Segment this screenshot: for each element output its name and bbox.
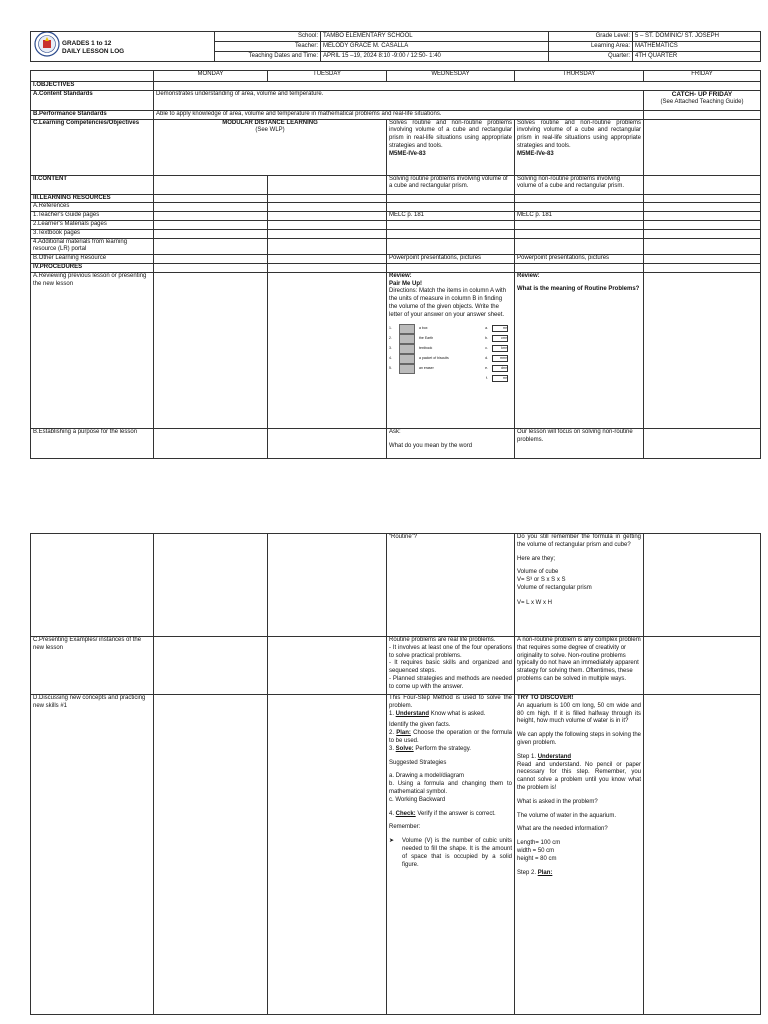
header-left-box bbox=[30, 31, 215, 62]
step-solve-text: Perform the strategy. bbox=[415, 745, 471, 752]
matching-number: 1. bbox=[389, 326, 392, 331]
thu-review-question: What is the meaning of Routine Problems? bbox=[517, 285, 640, 292]
wed-present-3: - Planned strategies and methods are needed to come up with the answer. bbox=[389, 675, 512, 690]
thu-competency-text: Solves routine and non-routine problems involving volume of a cube and rectangular prism in real-life situations using appropriate strategies and tools. bbox=[517, 119, 641, 149]
modular-cell bbox=[154, 119, 387, 175]
lesson-table-2 bbox=[30, 533, 761, 1015]
day-friday: FRIDAY bbox=[644, 71, 761, 82]
teacher-value: MELODY GRACE M. CASALLA bbox=[321, 42, 549, 52]
matching-row bbox=[389, 354, 512, 364]
grade-level-value: 5 – ST. DOMINIC/ ST. JOSEPH bbox=[633, 32, 761, 42]
thu-purpose: Our lesson will focus on solving non-routine problems. bbox=[515, 428, 644, 458]
ask-question: What do you mean by the word bbox=[389, 442, 473, 449]
step1-understand: Understand bbox=[537, 753, 572, 760]
thu-discuss-cell bbox=[515, 695, 644, 1015]
reviewing-label: A.Reviewing previous lesson or presenting the new lesson bbox=[31, 272, 154, 428]
object-picture-icon bbox=[399, 354, 415, 364]
day-thursday: THURSDAY bbox=[515, 71, 644, 82]
strategy-c: c. Working Backward bbox=[389, 796, 446, 803]
object-picture-icon bbox=[399, 364, 415, 374]
other-thu: Powerpoint presentations, pictures bbox=[515, 255, 644, 264]
ask-label: Ask: bbox=[389, 428, 401, 435]
matching-item: a packet of biscuits bbox=[419, 356, 449, 361]
step-plan-text: Choose the operation or the formula to be used. bbox=[389, 730, 513, 744]
routine-question: “Routine”? bbox=[387, 534, 515, 637]
height: height = 80 cm bbox=[517, 855, 557, 862]
performance-standards-text: Able to apply knowledge of area, volume and temperature in mathematical problems and real-life situations. bbox=[154, 110, 644, 119]
other-label: B.Other Learning Resource bbox=[31, 255, 154, 264]
object-picture-icon bbox=[399, 324, 415, 334]
wed-content: Solving routine problems involving volume of a cube and rectangular prism. bbox=[387, 175, 515, 194]
thu-code: M5ME-IVe-83 bbox=[517, 150, 554, 157]
here-are-they: Here are they; bbox=[517, 555, 556, 562]
wed-present-2: - It requires basic skills and organized and sequenced steps. bbox=[389, 660, 512, 675]
friday-cell bbox=[644, 90, 761, 110]
other-wed: Powerpoint presentations, pictures bbox=[387, 255, 515, 264]
asked-question: What is asked in the problem? bbox=[517, 798, 598, 805]
melc-thu: MELC p. 181 bbox=[515, 212, 644, 221]
procedures-heading: IV.PROCEDURES bbox=[31, 263, 154, 272]
try-to-discover: TRY TO DISCOVER! bbox=[517, 695, 574, 701]
step1-text: Read and understand. No pencil or paper necessary for this step. Remember, you cannot solve a problem until you know what the problem is! bbox=[517, 761, 641, 791]
header-table bbox=[214, 31, 761, 62]
step-check-text: Verify if the answer is correct. bbox=[417, 810, 496, 817]
pair-directions: Directions: Match the items in column A with the units of measure in column B in finding the volume of the given objects. Write the letter of your answer on your answer sheet. bbox=[389, 288, 507, 318]
step-solve: Solve: bbox=[395, 745, 414, 752]
quarter-label: Quarter: bbox=[549, 52, 633, 62]
strategy-a: a. Drawing a model/diagram bbox=[389, 773, 465, 780]
dates-value: APRIL 15 –19, 2024 8:10 -9:00 / 12:50- 1:40 bbox=[321, 52, 549, 62]
step-plan: Plan: bbox=[396, 730, 411, 737]
content-heading: II.CONTENT bbox=[31, 175, 154, 194]
arrow-bullet-icon: ➤ bbox=[389, 838, 395, 845]
unit-box: km³ bbox=[492, 345, 508, 352]
day-monday: MONDAY bbox=[154, 71, 268, 82]
matching-row bbox=[389, 364, 512, 374]
matching-number: 5. bbox=[389, 366, 392, 371]
four-step: This Four-Step Method is used to solve the problem. bbox=[389, 695, 512, 709]
additional-label: 4.Additional materials from learning resource (LR) portal bbox=[31, 238, 154, 255]
grades-label: GRADES 1 to 12 bbox=[62, 40, 112, 47]
wed-discuss-cell: This Four-Step Method is used to solve the problem. 1. Understand Know what is asked. Identify the given facts. 2. Plan: Choose the operation or the formula to be used. 3. Solve: Perform the strategy. Suggested Strategies a. Drawing a model/diagram b. Using a formula and changing them to mathematical symbol. c. Working Backward 4. Check: Verify if the answer is correct. Remember: ➤ Volume (V) is the number of cubic units needed to fill the shape. It is the amount of space that is occupied by a solid figure. bbox=[387, 695, 515, 1015]
matching-row bbox=[389, 324, 512, 334]
lesson-table-1 bbox=[30, 70, 761, 459]
strategy-b: b. Using a formula and changing them to mathematical symbol. bbox=[389, 781, 512, 795]
step1-label: Step 1. bbox=[517, 753, 537, 760]
quarter-value: 4TH QUARTER bbox=[633, 52, 761, 62]
step-understand-text: Know what is asked. bbox=[430, 710, 486, 717]
day-wednesday: WEDNESDAY bbox=[387, 71, 515, 82]
wed-code: M5ME-IVe-83 bbox=[389, 150, 426, 157]
matching-activity bbox=[389, 324, 512, 384]
thu-formula-q: Do you still remember the formula in getting the volume of rectangular prism and cube? bbox=[517, 534, 641, 548]
apply-steps: We can apply the following steps in solving the given problem. bbox=[517, 732, 641, 746]
day-tuesday: TUESDAY bbox=[268, 71, 387, 82]
cube-formula: V= S³ or S x S x S bbox=[517, 577, 566, 584]
matching-row bbox=[389, 374, 512, 384]
tg-label: 1.Teacher's Guide pages bbox=[31, 212, 154, 221]
step-understand: Understand bbox=[395, 710, 430, 717]
volume-definition bbox=[389, 838, 512, 869]
matching-number: 2. bbox=[389, 336, 392, 341]
step2-plan: Plan: bbox=[537, 869, 553, 876]
thu-review-label: Review: bbox=[517, 272, 540, 279]
wed-present-1: - It involves at least one of the four operations to solve practical problems. bbox=[389, 644, 512, 659]
pair-me-up: Pair Me Up! bbox=[389, 280, 423, 287]
learning-area-value: MATHEMATICS bbox=[633, 42, 761, 52]
wed-present-0: Routine problems are real life problems. bbox=[389, 637, 496, 643]
asked-answer: The volume of water in the aquarium. bbox=[517, 812, 617, 819]
matching-letter: c. bbox=[485, 346, 488, 351]
matching-row bbox=[389, 334, 512, 344]
unit-box: m³ bbox=[492, 325, 508, 332]
width: width = 50 cm bbox=[517, 847, 555, 854]
remember: Remember: bbox=[389, 824, 421, 831]
unit-box: mm³ bbox=[492, 355, 508, 362]
prism-formula: V= L x W x H bbox=[517, 599, 552, 606]
step-check: Check: bbox=[395, 810, 416, 817]
matching-number: 3. bbox=[389, 346, 392, 351]
length: Length= 100 cm bbox=[517, 840, 561, 847]
resources-heading: III.LEARNING RESOURCES bbox=[31, 194, 154, 203]
presenting-label: C.Presenting Examples/ instances of the new lesson bbox=[31, 637, 154, 695]
object-picture-icon bbox=[399, 344, 415, 354]
melc-wed: MELC p. 181 bbox=[387, 212, 515, 221]
matching-letter: a. bbox=[485, 326, 488, 331]
thu-formula-cell bbox=[515, 534, 644, 637]
log-label: DAILY LESSON LOG bbox=[62, 48, 125, 56]
thu-review-cell bbox=[515, 272, 644, 428]
identify-facts: Identify the given facts. bbox=[389, 722, 451, 729]
needed-question: What are the needed information? bbox=[517, 826, 608, 833]
unit-box: cm³ bbox=[492, 335, 508, 342]
unit-box: m³ bbox=[492, 375, 508, 382]
friday-title: CATCH- UP FRIDAY bbox=[671, 90, 733, 98]
learning-area-label: Learning Area: bbox=[549, 42, 633, 52]
school-label: School: bbox=[215, 32, 321, 42]
teacher-label: Teacher: bbox=[215, 42, 321, 52]
matching-item: textbook bbox=[419, 346, 433, 351]
wed-review-label: Review: bbox=[389, 272, 412, 279]
performance-standards-label: B.Performance Standards bbox=[31, 110, 154, 119]
competencies-label: C.Learning Competencies/Objectives bbox=[31, 119, 154, 175]
thu-content: Solving non-routine problems involving volume of a cube and rectangular prism. bbox=[515, 175, 644, 194]
volume-definition-text: Volume (V) is the number of cubic units needed to fill the shape. It is the amount of space that is occupied by a solid figure. bbox=[402, 838, 512, 868]
step2-label: Step 2. bbox=[517, 869, 537, 876]
grade-level-label: Grade Level: bbox=[549, 32, 633, 42]
matching-letter: e. bbox=[485, 366, 488, 371]
discussing-label: D.Discussing new concepts and practicing new skills #1 bbox=[31, 695, 154, 1015]
vol-cube: Volume of cube bbox=[517, 569, 559, 576]
lm-label: 2.Learner's Materials pages bbox=[31, 220, 154, 229]
object-picture-icon bbox=[399, 334, 415, 344]
matching-item: an eraser bbox=[419, 366, 434, 371]
wed-competency-text: Solves routine and non-routine problems involving volume of a cube and rectangular prism in real-life situations using appropriate strategies and tools. bbox=[389, 119, 512, 149]
modular-title: MODULAR DISTANCE LEARNING bbox=[222, 119, 318, 126]
tb-label: 3.Textbook pages bbox=[31, 229, 154, 238]
content-standards-label: A.Content Standards bbox=[31, 90, 154, 110]
see-wlp: (See WLP) bbox=[255, 127, 285, 134]
unit-box: dm³ bbox=[492, 365, 508, 372]
wed-review-cell bbox=[387, 272, 515, 428]
vol-prism: Volume of rectangular prism bbox=[517, 584, 592, 591]
matching-number: 4. bbox=[389, 356, 392, 361]
establishing-label: B.Establishing a purpose for the lesson bbox=[31, 428, 154, 458]
content-standards-text: Demonstrates understanding of area, volume and temperature. bbox=[154, 90, 644, 110]
references-label: A.References bbox=[31, 203, 154, 212]
wed-ask-cell bbox=[387, 428, 515, 458]
wed-competency bbox=[387, 119, 515, 175]
objectives-heading: I.OBJECTIVES bbox=[31, 82, 154, 91]
matching-letter: d. bbox=[485, 356, 488, 361]
wed-present-cell bbox=[387, 637, 515, 695]
suggested-strategies: Suggested Strategies bbox=[389, 759, 447, 766]
thu-present: A non-routine problem is any complex problem that requires some degree of creativity or originality to solve. Non-routine problems typically do not have an immediately apparent strategy for solving them. Oftentimes, these problems can be solved in multiple ways. bbox=[515, 637, 644, 695]
matching-item: a box bbox=[419, 326, 428, 331]
aquarium-problem: An aquarium is 100 cm long, 50 cm wide and 80 cm high. If it is filled halfway through its height, how much volume of water is in it? bbox=[517, 702, 641, 725]
matching-letter: f. bbox=[486, 376, 488, 381]
thu-competency bbox=[515, 119, 644, 175]
matching-letter: b. bbox=[485, 336, 488, 341]
friday-sub: (See Attached Teaching Guide) bbox=[660, 99, 744, 106]
matching-row bbox=[389, 344, 512, 354]
dates-label: Teaching Dates and Time: bbox=[215, 52, 321, 62]
matching-item: the Earth bbox=[419, 336, 434, 341]
school-value: TAMBO ELEMENTARY SCHOOL bbox=[321, 32, 549, 42]
